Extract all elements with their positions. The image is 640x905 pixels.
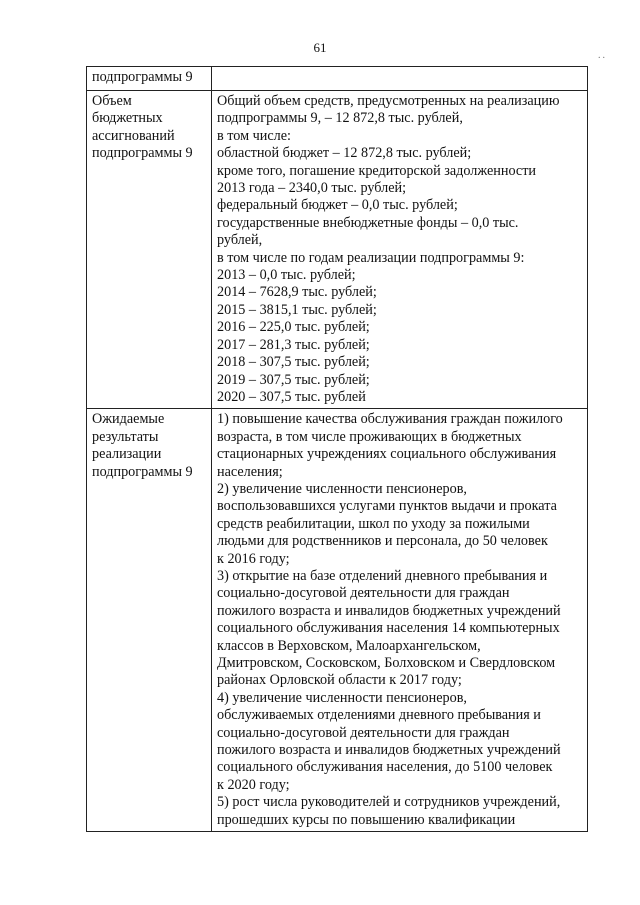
row-content-line: пожилого возраста и инвалидов бюджетных учреждений — [217, 742, 561, 759]
row-content-line: людьми для родственников и персонала, до 50 человек — [217, 533, 548, 550]
row-content-line: в том числе: — [217, 127, 291, 144]
row-content-cell — [212, 409, 588, 832]
row-content-line: 2017 – 281,3 тыс. рублей; — [217, 336, 370, 353]
page-number: 61 — [313, 40, 327, 55]
row-content-line: 2018 – 307,5 тыс. рублей; — [217, 354, 370, 371]
row-content-line: обслуживаемых отделениями дневного пребывания и — [217, 707, 541, 724]
row-content-line: населения; — [217, 463, 283, 480]
row-content-line: социально-досуговой деятельности для граждан — [217, 724, 510, 741]
passport-table-body — [87, 67, 588, 832]
row-content-line: 2020 – 307,5 тыс. рублей — [217, 388, 366, 405]
table-row — [87, 91, 588, 409]
row-label-line: бюджетных — [92, 110, 163, 127]
row-content-line: к 2016 году; — [217, 550, 290, 567]
row-content-line: средств реабилитации, школ по уходу за пожилыми — [217, 515, 530, 532]
row-content-line: 2) увеличение численности пенсионеров, — [217, 480, 467, 497]
row-content-line: прошедших курсы по повышению квалификации — [217, 811, 516, 828]
passport-table — [86, 66, 588, 832]
row-content-line: 5) рост числа руководителей и сотрудников учреждений, — [217, 794, 561, 811]
row-label-line: Объем — [92, 93, 132, 109]
row-content-line: 1) повышение качества обслуживания граждан пожилого — [217, 411, 563, 428]
row-content-line: 3) открытие на базе отделений дневного пребывания и — [217, 567, 548, 584]
row-content-line: федеральный бюджет – 0,0 тыс. рублей; — [217, 197, 458, 214]
table-row — [87, 409, 588, 832]
row-content-line: 4) увеличение численности пенсионеров, — [217, 689, 467, 706]
row-label-line: Ожидаемые — [92, 411, 165, 428]
row-content-cell — [212, 67, 588, 91]
row-label-cell — [87, 409, 212, 832]
row-content-line: подпрограммы 9, – 12 872,8 тыс. рублей, — [217, 110, 463, 127]
row-content-line: районах Орловской области к 2017 году; — [217, 672, 462, 689]
row-label-line: подпрограммы 9 — [92, 463, 193, 480]
row-label-line: подпрограммы 9 — [92, 145, 193, 162]
row-content-line: социально-досуговой деятельности для граждан — [217, 585, 510, 602]
row-label-line: результаты — [92, 428, 159, 445]
table-row — [87, 67, 588, 91]
row-label-line: подпрограммы 9 — [92, 69, 193, 85]
row-content-line: социального обслуживания населения 14 компьютерных — [217, 620, 560, 637]
row-content-line: 2016 – 225,0 тыс. рублей; — [217, 319, 370, 336]
row-content-line: кроме того, погашение кредиторской задолженности — [217, 162, 536, 179]
row-content-line: возраста, в том числе проживающих в бюджетных — [217, 428, 522, 445]
row-content-line: 2019 – 307,5 тыс. рублей; — [217, 371, 370, 388]
row-content-line: рублей, — [217, 232, 263, 249]
row-content-cell — [212, 91, 588, 409]
row-content-line: воспользовавшихся услугами пунктов выдачи и проката — [217, 498, 557, 515]
row-content-line: областной бюджет – 12 872,8 тыс. рублей; — [217, 145, 472, 162]
row-content-line: 2015 – 3815,1 тыс. рублей; — [217, 301, 377, 318]
row-content-line: 2013 – 0,0 тыс. рублей; — [217, 267, 356, 284]
row-content-line: стационарных учреждениях социального обслуживания — [217, 446, 557, 463]
row-content-line: пожилого возраста и инвалидов бюджетных учреждений — [217, 602, 561, 619]
row-content-line: Дмитровском, Сосковском, Болховском и Свердловском — [217, 655, 556, 671]
row-content-line: 2014 – 7628,9 тыс. рублей; — [217, 284, 377, 301]
row-label-line: ассигнований — [92, 127, 175, 144]
row-content-line: государственные внебюджетные фонды – 0,0 тыс. — [217, 214, 519, 231]
corner-mark: .. — [598, 50, 607, 61]
row-content-line: классов в Верховском, Малоархангельском, — [217, 637, 481, 654]
row-label-cell — [87, 91, 212, 409]
row-content-line: социального обслуживания населения, до 5100 человек — [217, 759, 553, 776]
row-content-line: к 2020 году; — [217, 776, 290, 793]
row-content-line: в том числе по годам реализации подпрограммы 9: — [217, 249, 525, 266]
row-content-line: 2013 года – 2340,0 тыс. рублей; — [217, 180, 407, 197]
row-label-cell — [87, 67, 212, 91]
row-content-line: Общий объем средств, предусмотренных на реализацию — [217, 93, 560, 109]
row-label-line: реализации — [92, 446, 162, 463]
